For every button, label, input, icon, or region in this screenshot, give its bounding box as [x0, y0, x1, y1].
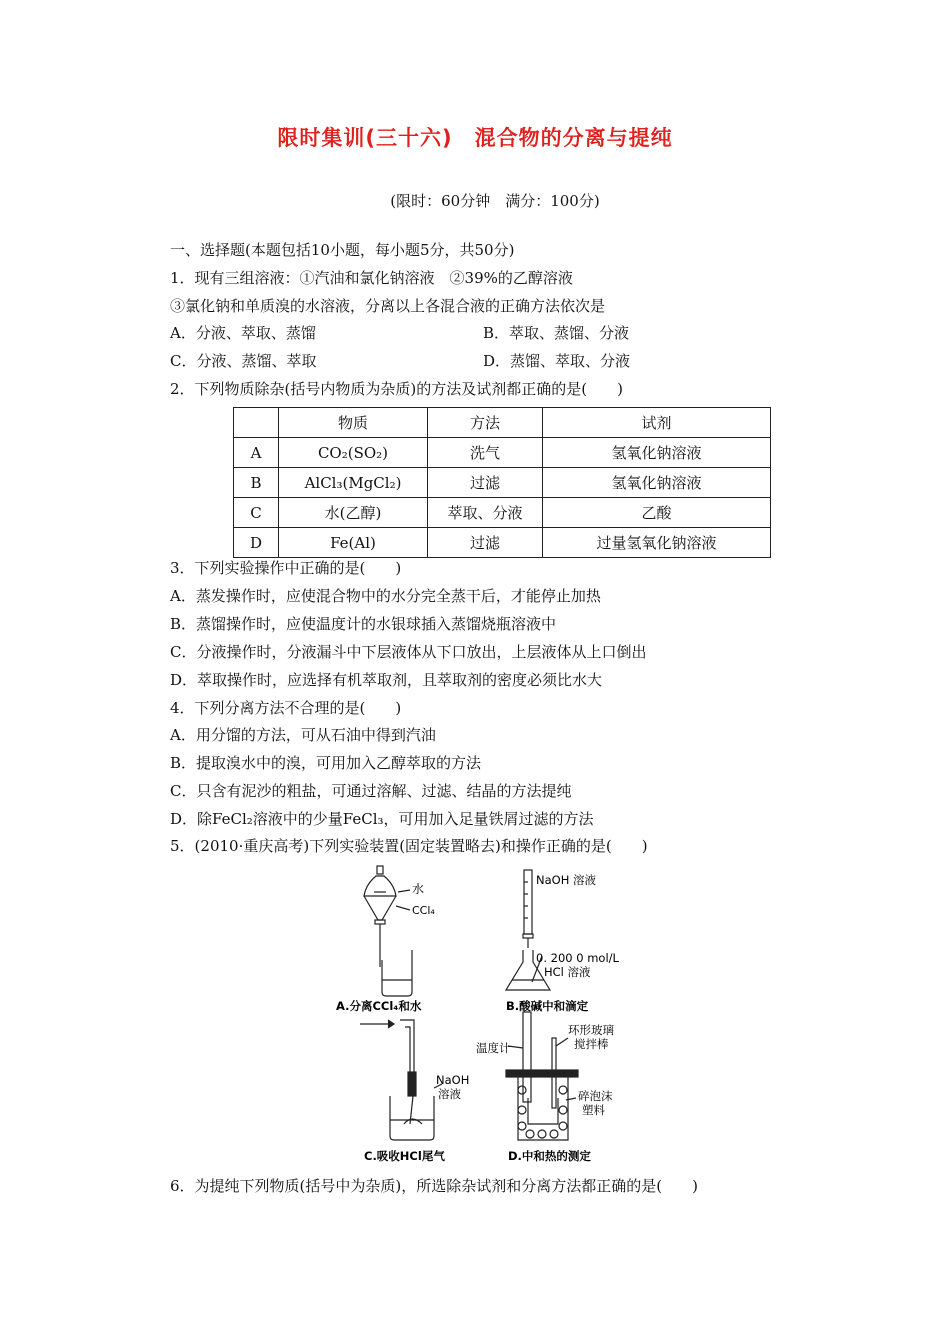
table-cell: 氢氧化钠溶液: [543, 468, 771, 498]
table-header-cell: [234, 408, 279, 438]
table-cell: 过量氢氧化钠溶液: [543, 528, 771, 558]
table-cell: A: [234, 438, 279, 468]
table-cell: D: [234, 528, 279, 558]
caption-d: D.中和热的测定: [508, 1149, 591, 1163]
label-stirrer-2: 搅拌棒: [574, 1037, 609, 1051]
label-naoh: NaOH: [436, 1073, 470, 1087]
q4-option-d: D．除FeCl₂溶液中的少量FeCl₃，可用加入足量铁屑过滤的方法: [170, 810, 594, 828]
table-cell: 水(乙醇): [279, 498, 428, 528]
table-header-cell: 试剂: [543, 408, 771, 438]
q2-stem: 2．下列物质除杂(括号内物质为杂质)的方法及试剂都正确的是( ): [170, 380, 623, 398]
q3-option-b: B．蒸馏操作时，应使温度计的水银球插入蒸馏烧瓶溶液中: [170, 615, 557, 633]
table-cell: 氢氧化钠溶液: [543, 438, 771, 468]
table-cell: Fe(Al): [279, 528, 428, 558]
q1-stem-line2: ③氯化钠和单质溴的水溶液，分离以上各混合液的正确方法依次是: [170, 297, 606, 315]
page-title: 限时集训(三十六) 混合物的分离与提纯: [277, 126, 673, 150]
label-thermometer: 温度计: [476, 1041, 511, 1055]
separatory-funnel-icon: [364, 866, 412, 996]
label-concentration: 0. 200 0 mol/L: [536, 951, 619, 965]
table-header-row: [234, 408, 771, 438]
label-foam-1: 碎泡沫: [578, 1089, 613, 1103]
q3-stem: 3．下列实验操作中正确的是( ): [170, 559, 402, 577]
table-cell: CO₂(SO₂): [279, 438, 428, 468]
table-cell: 过滤: [428, 468, 543, 498]
caption-c: C.吸收HCl尾气: [364, 1149, 445, 1163]
q6-stem: 6．为提纯下列物质(括号中为杂质)，所选除杂试剂和分离方法都正确的是( ): [170, 1177, 698, 1195]
caption-a: A.分离CCl₄和水: [336, 999, 422, 1013]
table-cell: AlCl₃(MgCl₂): [279, 468, 428, 498]
q1-option-d: D．蒸馏、萃取、分液: [483, 352, 631, 370]
table-row: [234, 438, 771, 468]
burette-icon: [523, 870, 533, 948]
q3-option-c: C．分液操作时，分液漏斗中下层液体从下口放出，上层液体从上口倒出: [170, 643, 647, 661]
label-naoh-solution-c: 溶液: [438, 1087, 461, 1101]
table-cell: 萃取、分液: [428, 498, 543, 528]
table-cell: B: [234, 468, 279, 498]
caption-b: B.酸碱中和滴定: [506, 999, 589, 1013]
table-cell: C: [234, 498, 279, 528]
label-stirrer-1: 环形玻璃: [568, 1023, 614, 1037]
label-hcl-solution: HCl 溶液: [544, 965, 591, 979]
section-heading: 一、选择题(本题包括10小题，每小题5分，共50分): [170, 241, 515, 259]
label-ccl4: CCl₄: [412, 904, 435, 917]
table-cell: 乙酸: [543, 498, 771, 528]
q4-option-c: C．只含有泥沙的粗盐，可通过溶解、过滤、结晶的方法提纯: [170, 782, 572, 800]
table-header-cell: 方法: [428, 408, 543, 438]
q4-option-b: B．提取溴水中的溴，可用加入乙醇萃取的方法: [170, 754, 482, 772]
q3-option-d: D．萃取操作时，应选择有机萃取剂，且萃取剂的密度必须比水大: [170, 671, 603, 689]
table-cell: 过滤: [428, 528, 543, 558]
q1-option-c: C．分液、蒸馏、萃取: [170, 352, 317, 370]
q1-option-b: B．萃取、蒸馏、分液: [483, 324, 630, 342]
q4-stem: 4．下列分离方法不合理的是( ): [170, 699, 402, 717]
q5-stem: 5．(2010·重庆高考)下列实验装置(固定装置略去)和操作正确的是( ): [170, 837, 648, 855]
table-header-cell: 物质: [279, 408, 428, 438]
label-water: 水: [412, 882, 425, 896]
table-row: [234, 498, 771, 528]
gas-absorption-icon: [360, 1020, 434, 1140]
q2-table: [233, 407, 771, 558]
q3-option-a: A．蒸发操作时，应使混合物中的水分完全蒸干后，才能停止加热: [170, 587, 601, 605]
q4-option-a: A．用分馏的方法，可从石油中得到汽油: [170, 726, 436, 744]
apparatus-figure: [330, 862, 630, 1164]
label-foam-2: 塑料: [582, 1103, 605, 1117]
label-naoh-solution: NaOH 溶液: [536, 873, 597, 887]
table-cell: 洗气: [428, 438, 543, 468]
q1-option-a: A．分液、萃取、蒸馏: [170, 324, 316, 342]
table-row: [234, 528, 771, 558]
time-limit-note: (限时：60分钟 满分：100分): [390, 192, 600, 210]
q1-stem-line1: 1．现有三组溶液：①汽油和氯化钠溶液 ②39%的乙醇溶液: [170, 269, 573, 287]
table-row: [234, 468, 771, 498]
